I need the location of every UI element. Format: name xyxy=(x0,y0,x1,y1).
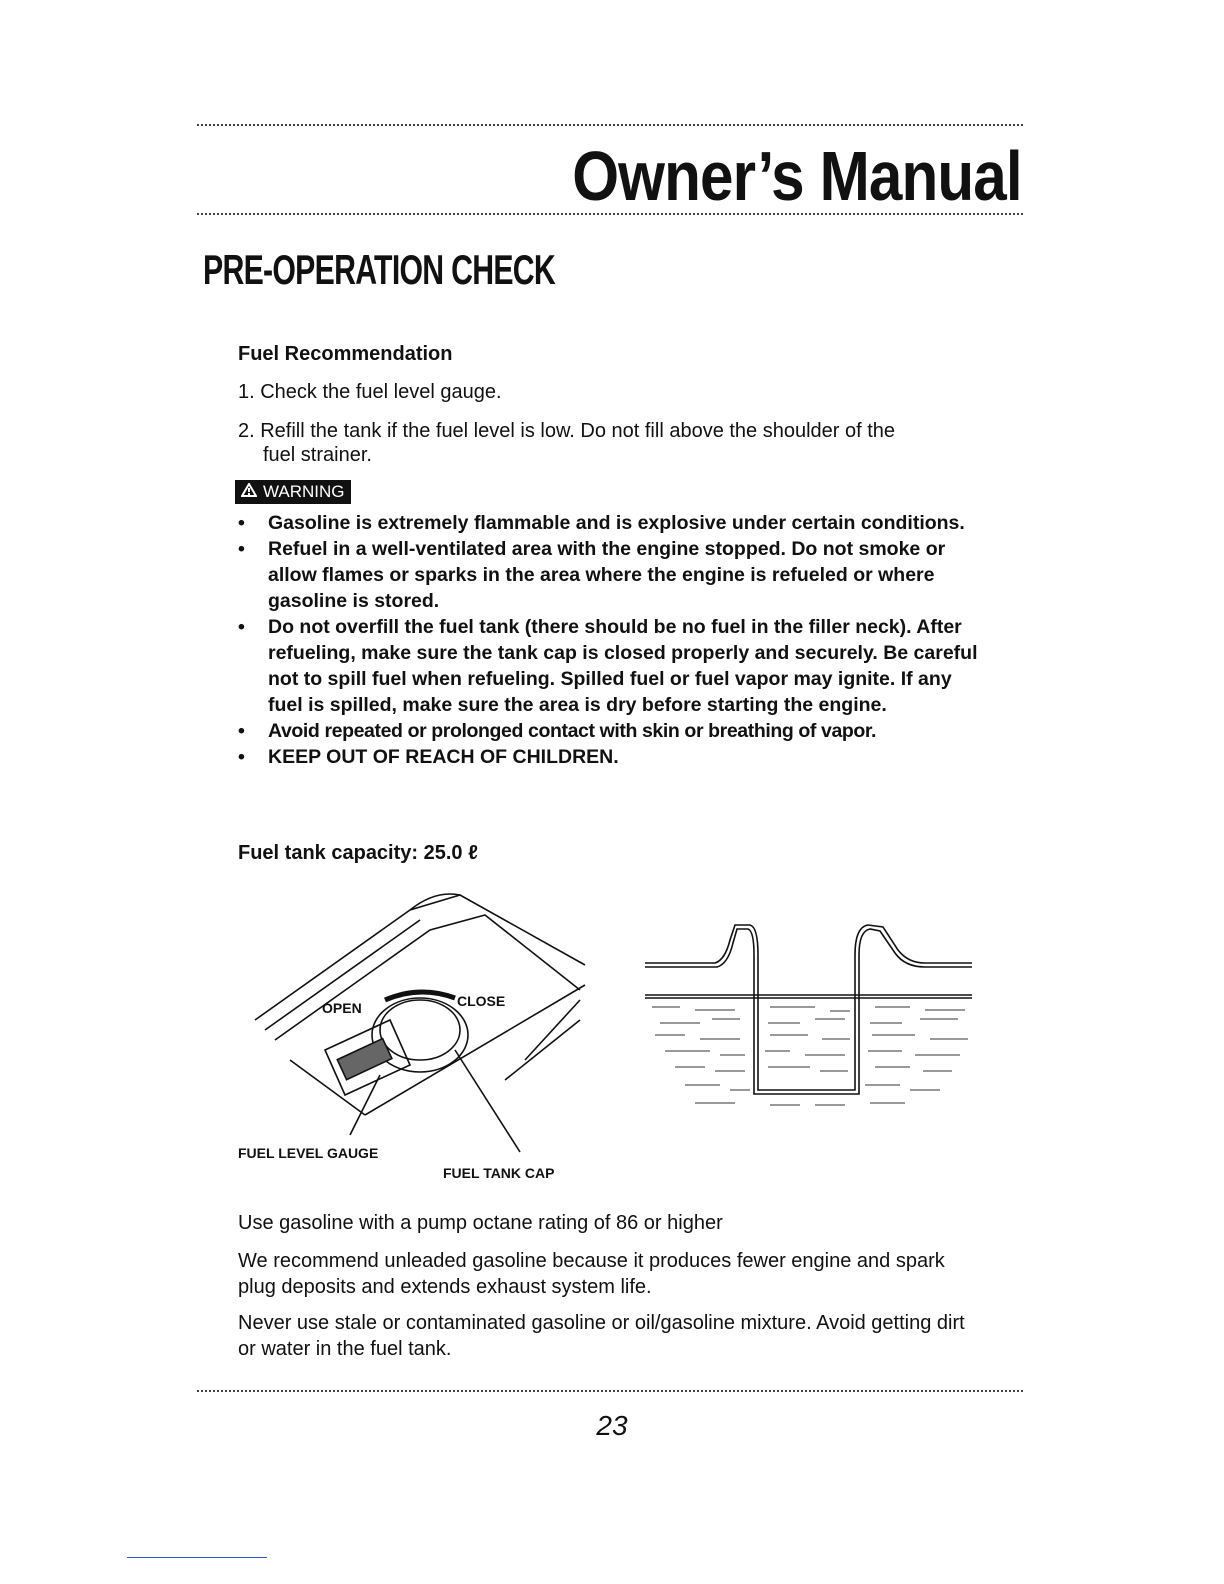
unleaded-note: We recommend unleaded gasoline because it produces fewer engine and spark plug deposits and extends exhaust system life. xyxy=(238,1250,945,1298)
close-label: CLOSE xyxy=(457,993,506,1009)
top-rule xyxy=(197,124,1023,126)
fuel-recommendation-heading: Fuel Recommendation xyxy=(238,343,453,365)
fuel-capacity-label: Fuel tank capacity: xyxy=(238,842,419,864)
fuel-level-gauge-label: FUEL LEVEL GAUGE xyxy=(238,1145,379,1161)
step-1: 1. Check the fuel level gauge. xyxy=(238,381,502,403)
title-rule xyxy=(197,213,1023,215)
stale-fuel-note: Never use stale or contaminated gasoline or oil/gasoline mixture. Avoid getting dirt or water in the fuel tank. xyxy=(238,1312,965,1360)
warning-list xyxy=(238,510,983,770)
warning-item: • Avoid repeated or prolonged contact with skin or breathing of vapor. xyxy=(238,718,983,744)
warning-triangle-icon xyxy=(241,482,257,502)
section-heading: PRE-OPERATION CHECK xyxy=(203,246,556,293)
corner-line xyxy=(127,1557,267,1558)
warning-item: • Do not overfill the fuel tank (there should be no fuel in the filler neck). After refueling, make sure the tank cap is closed properly and securely. Be careful not to spill fuel when refueling. Spilled fuel or fuel vapor may ignite. If any fuel is spilled, make sure the area is dry before starting the engine. xyxy=(238,614,983,718)
page-number: 23 xyxy=(596,1410,628,1441)
octane-note: Use gasoline with a pump octane rating of 86 or higher xyxy=(238,1212,723,1234)
fuel-tank-cap-label: FUEL TANK CAP xyxy=(443,1165,555,1181)
warning-item: • KEEP OUT OF REACH OF CHILDREN. xyxy=(238,744,983,770)
step-2-line-2: fuel strainer. xyxy=(263,444,372,466)
filler-neck-diagram xyxy=(640,915,975,1120)
fuel-capacity xyxy=(238,840,478,866)
bottom-rule xyxy=(197,1390,1023,1392)
open-label: OPEN xyxy=(322,1000,362,1016)
warning-badge xyxy=(235,480,351,504)
warning-label: WARNING xyxy=(263,482,345,501)
fuel-capacity-value: 25.0 ℓ xyxy=(423,842,478,864)
warning-item: • Gasoline is extremely flammable and is explosive under certain conditions. xyxy=(238,510,983,536)
fuel-tank-cap-illustration xyxy=(235,890,595,965)
warning-item: • Refuel in a well-ventilated area with the engine stopped. Do not smoke or allow flames or sparks in the area where the engine is refueled or where gasoline is stored. xyxy=(238,536,983,614)
page-title: Owner’s Manual xyxy=(572,137,1022,215)
step-2-line-1: 2. Refill the tank if the fuel level is low. Do not fill above the shoulder of the xyxy=(238,420,896,442)
